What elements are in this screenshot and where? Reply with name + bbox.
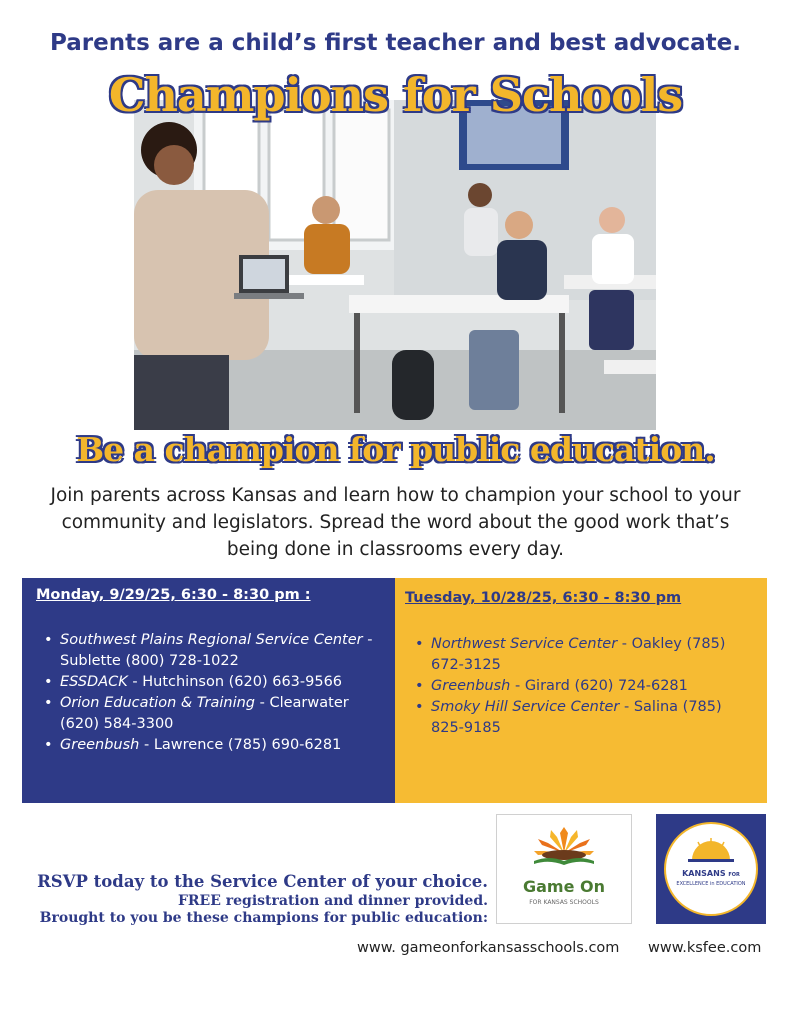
list-item: • Greenbush - Girard (620) 724-6281 bbox=[405, 676, 745, 697]
list-item: • Southwest Plains Regional Service Center - Sublette (800) 728-1022 bbox=[34, 630, 384, 672]
ksfee-name: KANSANS FOR bbox=[682, 869, 740, 878]
subtitle: Be a champion for public education. bbox=[76, 430, 715, 469]
list-item: • Northwest Service Center - Oakley (785) 672-3125 bbox=[405, 634, 745, 676]
tuesday-heading: Tuesday, 10/28/25, 6:30 - 8:30 pm bbox=[405, 590, 682, 606]
monday-list bbox=[34, 630, 384, 756]
ksfee-url[interactable]: www.ksfee.com bbox=[648, 940, 762, 956]
list-item: • Smoky Hill Service Center - Salina (785) 825-9185 bbox=[405, 697, 745, 739]
list-item: • Orion Education & Training - Clearwater (620) 584-3300 bbox=[34, 693, 384, 735]
game-on-logo[interactable] bbox=[496, 814, 632, 924]
gameon-url[interactable]: www. gameonforkansasschools.com bbox=[357, 940, 620, 956]
ksfee-logo[interactable] bbox=[656, 814, 766, 924]
intro-text: Join parents across Kansas and learn how to champion your school to your community and legislators. Spread the word about the good work that’s being done in classrooms every day. bbox=[50, 485, 741, 560]
game-on-name: Game On bbox=[522, 877, 605, 896]
rsvp-line2: FREE registration and dinner provided. bbox=[177, 893, 488, 909]
monday-heading: Monday, 9/29/25, 6:30 - 8:30 pm : bbox=[36, 587, 311, 603]
main-title: Champions for Schools bbox=[108, 68, 683, 122]
monday-panel bbox=[22, 578, 395, 803]
list-item: • Greenbush - Lawrence (785) 690-6281 bbox=[34, 735, 384, 756]
rsvp-line1: RSVP today to the Service Center of your choice. bbox=[37, 872, 488, 891]
sunrise-icon bbox=[688, 838, 734, 862]
tuesday-list bbox=[405, 634, 745, 739]
list-item: • ESSDACK - Hutchinson (620) 663-9566 bbox=[34, 672, 384, 693]
rsvp-line3: Brought to you be these champions for public education: bbox=[39, 910, 488, 926]
rsvp-block bbox=[37, 872, 488, 926]
tagline: Parents are a child’s first teacher and best advocate. bbox=[50, 30, 741, 56]
classroom-photo bbox=[134, 100, 656, 430]
tuesday-panel bbox=[395, 578, 767, 803]
ksfee-sub: EXCELLENCE in EDUCATION bbox=[676, 881, 746, 887]
game-on-sub: FOR KANSAS SCHOOLS bbox=[529, 899, 599, 906]
sunflower-icon bbox=[497, 815, 631, 923]
